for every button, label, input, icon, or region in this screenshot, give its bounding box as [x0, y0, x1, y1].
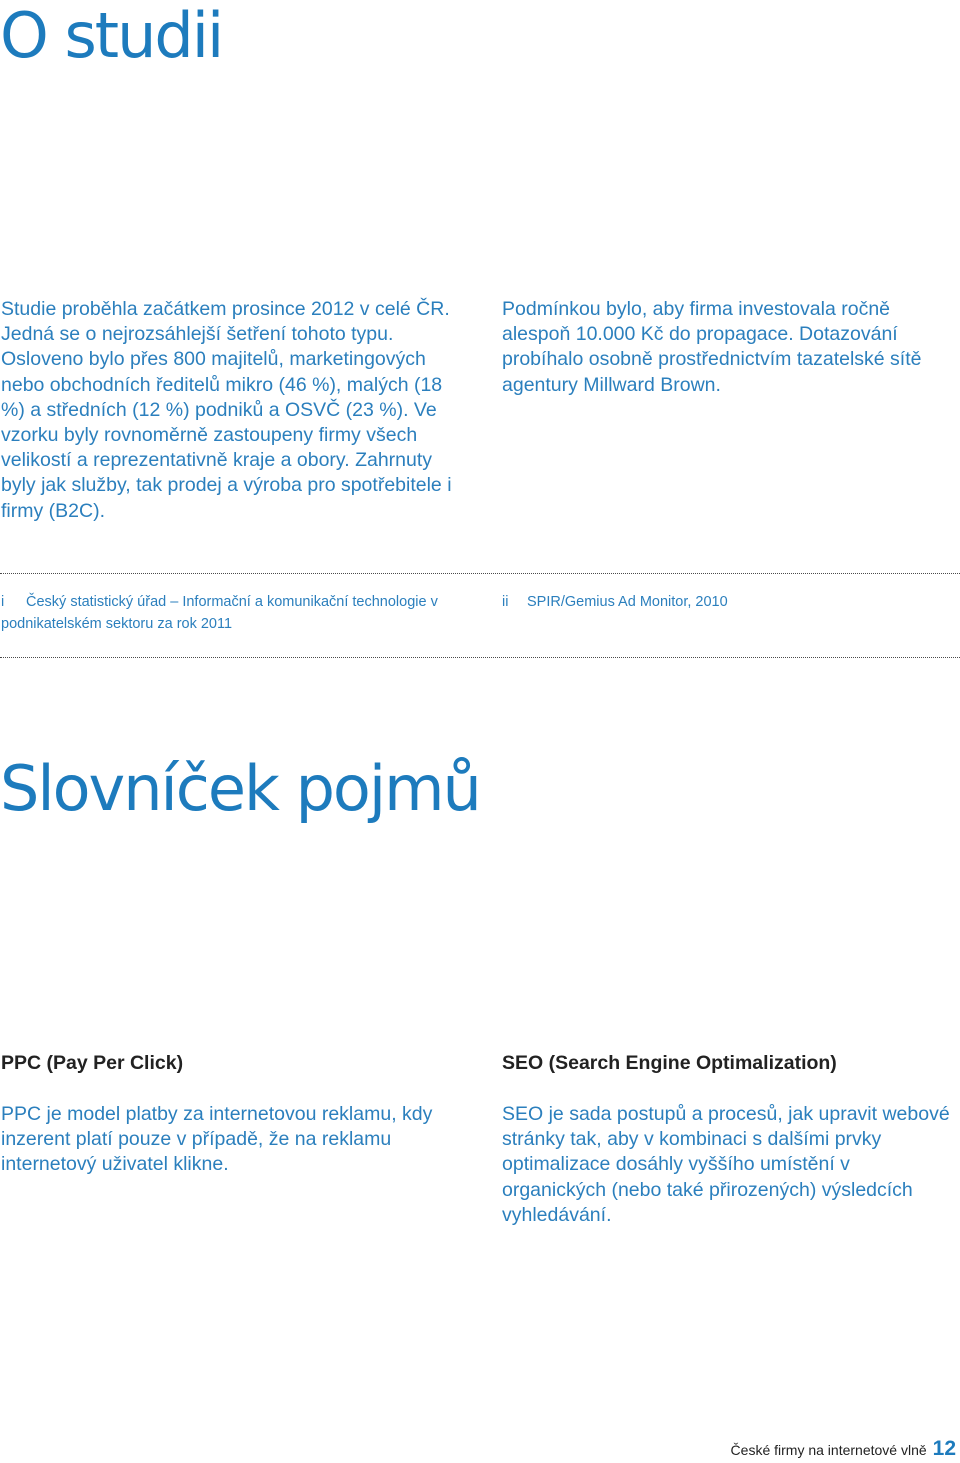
study-column-right — [502, 297, 958, 398]
footnote-divider-bottom — [0, 657, 960, 658]
glossary-term-heading-seo: SEO (Search Engine Optimalization) — [502, 1052, 837, 1074]
study-paragraph-right: Podmínkou bylo, aby firma investovala ročně alespoň 10.000 Kč do propagace. Dotazování probíhalo osobně prostřednictvím tazatelské sítě agentury Millward Brown. — [502, 298, 922, 396]
footnote-marker: i — [1, 594, 5, 610]
footnote-divider-top — [0, 573, 960, 574]
footnote-1 — [1, 591, 471, 635]
footnote-text: Český statistický úřad – Informační a komunikační technologie v podnikatelském sektoru za rok 2011 — [1, 594, 438, 632]
publication-title: České firmy na internetové vlně — [730, 1442, 927, 1458]
footnote-2 — [502, 591, 958, 613]
study-paragraph-left: Studie proběhla začátkem prosince 2012 v celé ČR. Jedná se o nejrozsáhlejší šetření tohoto typu. Osloveno bylo přes 800 majitelů, marketingových nebo obchodních ředitelů mikro (46 %), malých (18 %) a středních (12 %) podniků a OSVČ (23 %). Ve vzorku byly rovnoměrně zastoupeny firmy všech velikostí a reprezentativně kraje a obory. Zahrnuty byly jak služby, tak prodej a výroba pro spotřebitele i firmy (B2C). — [1, 298, 452, 522]
section-title-slovnicek-pojmu: Slovníček pojmů — [0, 752, 480, 825]
glossary-term-heading-ppc: PPC (Pay Per Click) — [1, 1052, 184, 1074]
glossary-term-text-seo: SEO je sada postupů a procesů, jak upravit webové stránky tak, aby v kombinaci s dalšími prvky optimalizace dosáhly vyššího umístění v organických (nebo také přirozených) výsledcích vyhledávání. — [502, 1103, 950, 1226]
page-number: 12 — [932, 1437, 956, 1460]
study-column-left — [1, 297, 471, 524]
footnote-marker: ii — [502, 594, 509, 610]
page-footer — [731, 1437, 956, 1461]
footnote-text: SPIR/Gemius Ad Monitor, 2010 — [527, 594, 728, 610]
glossary-term-text-ppc: PPC je model platby za internetovou reklamu, kdy inzerent platí pouze v případě, že na reklamu internetový uživatel klikne. — [1, 1103, 433, 1176]
section-title-o-studii: O studii — [0, 0, 223, 72]
